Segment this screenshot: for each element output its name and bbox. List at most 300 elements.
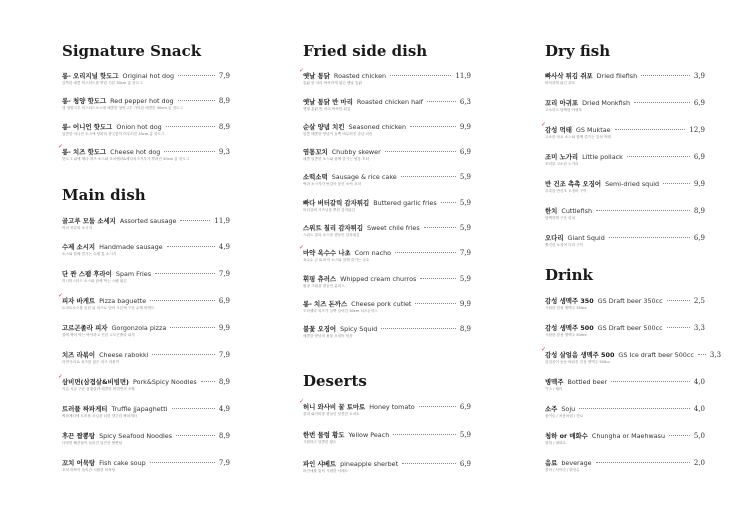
item-description: 통닭 한 마리 바삭하게 튀긴 옛날 통닭 [303,81,362,85]
item-price: 9,3 [218,148,230,156]
menu-item-row [545,206,705,215]
item-price: 9,9 [459,300,471,308]
item-name-ko: 소주 [545,405,558,413]
menu-item [62,242,230,257]
item-description: 짜파게티에 트러플 오일을 더한 향긋한 짜파게티 [62,414,138,418]
item-price: 5,9 [459,199,471,207]
item-name-ko: 롱- 치즈 핫도그 [62,148,107,156]
recommend-mark-icon: ✓ [299,67,305,74]
menu-item-row [545,377,705,386]
section-title-deserts: Deserts [303,372,367,390]
item-price: 4,0 [693,405,705,413]
item-price: 4,9 [218,405,230,413]
item-name-en: Cheese rabokki [99,351,149,359]
item-description: 여러 종류의 소시지 [62,226,93,230]
menu-item-row [303,71,471,80]
item-name-ko: 허니 와사비 꿀 토마토 [303,403,366,411]
menu-item-row [545,125,705,134]
menu-item-row [303,324,471,333]
menu-item [303,324,471,339]
item-name-ko: 마약 옥수수 나초 [303,249,351,257]
item-name-ko: 조미 노가리 [545,153,579,161]
item-name-ko: 고르곤졸라 피자 [62,324,108,332]
item-name-en: Truffle jjapaghetti [111,405,168,413]
leader-dots [155,273,215,274]
item-price: 8,9 [218,123,230,131]
item-name-ko: 감성 생맥주 500 [545,324,594,332]
item-name-ko: 꼬치 어묵탕 [62,459,96,467]
leader-dots [381,328,456,329]
item-name-en: Semi-dried squid [605,180,660,188]
menu-item [545,233,705,248]
item-description: 버터갈릭 시즈닝을 뿌린 감자튀김 [303,208,356,212]
item-price: 5,9 [459,431,471,439]
item-name-ko: 오다리 [545,234,564,242]
item-name-ko: 감성 먹태 [545,126,572,134]
item-price: 12,9 [689,126,705,134]
section-title-dry-fish: Dry fish [545,42,611,60]
item-name-ko: 스위트 칠리 감자튀김 [303,224,364,232]
item-name-en: Sweet chile fries [367,224,420,232]
item-name-ko: 감성 살얼음 생맥주 500 [545,351,615,359]
leader-dots [420,278,456,279]
menu-item-row [545,350,722,359]
recommend-mark-icon: ✓ [58,292,64,299]
item-name-ko: 꼬리 아귀포 [545,99,579,107]
menu-item [303,122,471,137]
item-name-en: Gorgonzola pizza [111,324,167,332]
menu-item [303,459,471,474]
menu-item [299,398,471,417]
item-description: 맵 청양고추 머스터드소스에 매콤한 청양고추 가미된 매콤한 30cm 롱 핫도그 [62,106,184,110]
item-name-en: pineapple sherbet [340,460,399,468]
menu-item [299,67,471,86]
leader-dots [393,434,456,435]
item-name-en: Spicy Seafood Noodles [99,432,173,440]
leader-dots [395,252,456,253]
item-price: 3,3 [693,324,705,332]
menu-item-row [62,242,230,251]
leader-dots [401,176,456,177]
leader-dots [441,202,456,203]
menu-item [62,431,230,446]
item-name-en: Buttered garlic fries [373,199,437,207]
recommend-mark-icon: ✓ [58,373,64,380]
leader-dots [166,126,215,127]
item-name-ko: 단 짠 스팸 후라이 [62,270,112,278]
leader-dots [615,129,686,130]
item-name-ko: 소떡소떡 [303,173,328,181]
leader-dots [201,381,215,382]
menu-item-row [545,152,705,161]
item-name-en: Original hot dog [122,72,175,80]
item-description: 핫도그 위에 체다 치즈 소스와 모차렐라&체다치즈가루가 뿌려진 30cm 롱 핫도그 [62,157,190,161]
leader-dots [390,75,451,76]
menu-item [545,152,705,167]
item-price: 4,0 [693,378,705,386]
item-description: 허니머스터드 소스와 함께 먹는 스팸 튀김 [62,279,127,283]
item-name-en: Bottled beer [567,378,608,386]
menu-item [545,206,705,221]
leader-dots [427,101,456,102]
menu-item-row [62,71,230,80]
item-name-en: Cheese pork cutlet [351,300,412,308]
item-name-en: Sausage & rice cake [331,173,397,181]
menu-item [303,147,471,162]
item-price: 5,0 [693,432,705,440]
item-description: 바삭하게 튀긴 쥐포 [545,81,576,85]
item-description: 시원한 감성 생맥주 500cc [545,333,588,337]
item-description: 옥수수 콘 & 마약 소스와 함께 즐기는 나초 [303,258,370,262]
item-name-ko: 파인 샤베트 [303,460,337,468]
leader-dots [410,126,456,127]
item-name-en: Onion hot dog [116,123,162,131]
item-name-ko: 빠다 버터갈릭 감자튀김 [303,199,370,207]
menu-item [62,71,230,86]
leader-dots [172,408,215,409]
item-description: 휘핑 크림을 곁들인 츄러스 [303,284,345,288]
item-name-ko: 빠사삭 튀김 쥐포 [545,72,593,80]
item-name-en: GS Draft beer 500cc [597,324,663,332]
item-description: 꿀에 찍어 먹는 바삭하고 진한 고르곤졸라 피자 [62,333,135,337]
menu-item [58,143,230,162]
menu-item [62,404,230,419]
item-name-en: Dried filefish [596,72,638,80]
leader-dots [415,303,455,304]
menu-item [62,216,230,231]
leader-dots [385,151,456,152]
menu-item [303,299,471,314]
item-name-en: GS Ice draft beer 500cc [618,351,694,359]
menu-item-row [303,274,471,283]
menu-item-row [303,198,471,207]
item-description: 꼬치 어묵이 들어간 시원한 어묵탕 [62,468,116,472]
menu-item-row [62,96,230,105]
item-price: 9,9 [693,180,705,188]
item-description: 달콤한 어니언 소스에 양파의 향긋함이 어우러진 30cm 롱 핫도그 [62,132,165,136]
item-price: 9,9 [218,324,230,332]
leader-dots [419,406,456,407]
item-name-ko: 옛날 통닭 반 마리 [303,98,353,106]
item-name-en: Honey tomato [369,403,415,411]
item-price: 7,9 [459,249,471,257]
item-name-ko: 치즈 라볶이 [62,351,96,359]
menu-item-row [303,459,471,468]
item-name-en: beverage [561,459,592,467]
item-name-en: Corn nacho [354,249,392,257]
item-description: 모차렐라 치즈가 듬뿍 들어간 30cm 치즈돈까스 [303,309,378,313]
item-price: 5,9 [459,224,471,232]
menu-item-row [62,147,230,156]
item-description: 고소하고 담백한 아귀포 [545,108,582,112]
item-description: 매콤 달콤한 소스와 함께 즐기는 염통 꼬치 [303,157,369,161]
item-name-en: Handmade sausage [99,243,163,251]
item-description: 시원한 감성 생맥주 350cc [545,306,588,310]
menu-item-row [303,147,471,156]
item-name-en: Soju [561,405,576,413]
item-description: 청하 / 매화수 [545,441,566,445]
leader-dots [611,381,690,382]
menu-item [545,98,705,113]
item-price: 6,9 [218,297,230,305]
item-name-ko: 롱- 치즈 돈까스 [303,300,348,308]
menu-item [303,198,471,213]
item-description: 라면사리 & 치즈를 얹은 치즈 라볶이 [62,360,120,364]
item-price: 11,9 [214,217,230,225]
menu-item [62,323,230,338]
item-name-ko: 휘핑 츄러스 [303,275,337,283]
item-name-en: Seasoned chicken [348,123,407,131]
item-description: 파인애플 맛의 시원한 샤베트 [303,469,349,473]
item-name-en: Yellow Peach [348,431,390,439]
item-name-en: Cuttlefish [561,207,592,215]
item-name-ko: 한치 [545,207,558,215]
item-name-ko: 트러플 짜파게티 [62,405,108,413]
menu-item-row [545,179,705,188]
item-name-ko: 청하 or 매화수 [545,432,588,440]
item-name-en: Fish cake soup [99,459,146,467]
leader-dots [669,435,690,436]
leader-dots [178,100,215,101]
item-name-ko: 음료 [545,459,558,467]
item-description: 쫄깃한 오징어 다리 구이 [545,243,584,247]
leader-dots [180,220,210,221]
item-price: 8,9 [218,378,230,386]
menu-item [545,323,705,338]
item-price: 6,9 [693,234,705,242]
item-description: 다양한 해산물이 들어간 얼큰한 짬뽕탕 [62,441,123,445]
item-price: 3,9 [693,72,705,80]
item-name-ko: 염통꼬치 [303,148,328,156]
item-name-ko: 옛날 통닭 [303,72,330,80]
item-description: 콜라 / 사이다 / 탄산수 [545,468,580,472]
item-name-en: Whipped cream churros [340,275,417,283]
item-name-en: GS Muktae [575,126,611,134]
leader-dots [402,463,456,464]
item-price: 6,9 [693,153,705,161]
leader-dots [152,354,214,355]
item-price: 4,9 [218,243,230,251]
menu-item-row [303,430,471,439]
item-price: 6,9 [459,148,471,156]
menu-item [541,121,705,140]
menu-item-row [62,216,230,225]
item-description: 스위트 칠리 소스를 곁들인 감자튀김 [303,233,360,237]
menu-item-row [545,431,705,440]
menu-item-row [545,458,705,467]
item-price: 6,9 [693,99,705,107]
item-price: 8,9 [459,325,471,333]
section-title-drink: Drink [545,266,593,284]
leader-dots [667,300,690,301]
item-description: 촉촉한 반건조 오징어 구이 [545,189,587,193]
menu-item-row [303,97,471,106]
menu-item [62,350,230,365]
leader-dots [178,75,215,76]
item-description: 토마토소스를 올린 위 치즈로 덮어 오븐에 구운 수제 바게트 [62,306,155,310]
menu-item-row [545,323,705,332]
item-description: 달콤 매콤한 양념이 듬뿍 버무려진 순살 치킨 [303,132,373,136]
item-name-en: Pizza baguette [99,297,147,305]
item-price: 5,9 [459,275,471,283]
item-description: 고소한 마요 소스와 함께 즐기는 감성 먹태 [545,135,611,139]
menu-item-row [545,71,705,80]
item-description: 매콤한 양념의 불꽃 오징어 볶음 [303,334,353,338]
menu-item-row [303,223,471,232]
menu-item [545,179,705,194]
item-description: 시원하고 달콤한 황도 [303,440,337,444]
menu-item [545,377,705,392]
menu-item [545,296,705,311]
item-description: 참이슬 / 처음처럼 / 진로 [545,414,584,418]
menu-item [58,373,230,392]
leader-dots [698,354,706,355]
item-price: 11,9 [455,72,471,80]
item-name-ko: 골고루 모둠 소세지 [62,217,116,225]
item-name-en: Cheese hot dog [110,148,161,156]
menu-item-row [303,402,471,411]
item-name-en: Red pepper hot dog [110,97,174,105]
item-price: 6,3 [459,98,471,106]
menu-item [545,458,705,473]
item-price: 7,9 [218,72,230,80]
leader-dots [164,151,215,152]
leader-dots [170,327,215,328]
item-name-ko: 순살 양념 치킨 [303,123,345,131]
item-description: 담백하게 구운 한치 [545,216,576,220]
recommend-mark-icon: ✓ [541,346,547,353]
item-name-ko: 한번 물렁 황도 [303,431,345,439]
item-name-en: Pork&Spicy Noodles [132,378,197,386]
leader-dots [634,102,690,103]
item-name-en: Chungha or Maehwasu [591,432,666,440]
menu-item [545,71,705,86]
item-description: 지글 지글 구운 삼겹살과 매콤한 비빔면의 조합 [62,387,135,391]
leader-dots [167,246,215,247]
section-title-signature-snack: Signature Snack [62,42,202,60]
item-name-ko: 반 건조 촉촉 오징어 [545,180,602,188]
item-name-en: Roasted chicken half [356,98,424,106]
leader-dots [150,462,215,463]
item-description: 조미된 고소한 노가리 [545,162,579,166]
menu-item-row [545,296,705,305]
item-name-ko: 피자 바게트 [62,297,96,305]
leader-dots [627,156,690,157]
item-name-en: Little pollack [582,153,623,161]
recommend-mark-icon: ✓ [58,143,64,150]
item-name-ko: 감성 생맥주 350 [545,297,594,305]
item-name-en: Spicy Squid [340,325,378,333]
item-description: 떡과 소시지가 번갈아 꽂힌 소떡 꼬치 [303,182,361,186]
menu-item-row [62,350,230,359]
menu-item [545,404,705,419]
item-price: 7,9 [218,351,230,359]
menu-item-row [62,323,230,332]
item-description: 길쭉한 매콤 머스터드를 뿌린 기본 30cm 롱 핫도그 [62,81,143,85]
menu-item-row [62,458,230,467]
menu-item [545,431,705,446]
menu-item-row [62,431,230,440]
leader-dots [424,227,456,228]
menu-item-row [303,248,471,257]
item-price: 7,9 [218,270,230,278]
item-price: 2,0 [693,459,705,467]
item-name-en: Roasted chicken [333,72,387,80]
item-name-ko: 롱- 청양 핫도그 [62,97,107,105]
item-name-ko: 불꽃 오징어 [303,325,337,333]
menu-item-row [62,377,230,386]
item-description: 꿀과 와사비를 곁들인 달콤한 토마토 [303,412,360,416]
leader-dots [596,462,690,463]
item-name-en: Giant Squid [567,234,605,242]
menu-item [62,269,230,284]
menu-item-row [303,172,471,181]
menu-item [303,223,471,238]
item-name-en: Spam Fries [115,270,152,278]
item-price: 3,3 [709,351,722,359]
item-price: 7,9 [218,459,230,467]
menu-item [541,346,722,365]
item-name-en: GS Draft beer 350cc [597,297,663,305]
menu-item [303,172,471,187]
menu-item [62,458,230,473]
menu-item-row [62,296,230,305]
item-price: 9,9 [459,123,471,131]
menu-item-row [545,233,705,242]
item-price: 2,5 [693,297,705,305]
item-price: 8,9 [218,97,230,105]
recommend-mark-icon: ✓ [299,244,305,251]
menu-item [62,96,230,111]
item-price: 5,9 [459,173,471,181]
item-price: 6,9 [459,460,471,468]
menu-item [303,430,471,445]
menu-item-row [545,98,705,107]
item-description: 살얼음이 동동 띄워진 감성 생맥주 500cc [545,360,611,364]
leader-dots [641,75,690,76]
menu-item-row [62,122,230,131]
menu-item-row [62,404,230,413]
item-name-ko: 롱- 오리지널 핫도그 [62,72,119,80]
item-name-en: Chubby skewer [331,148,381,156]
section-title-main-dish: Main dish [62,186,146,204]
leader-dots [667,327,690,328]
item-description: 카스 / 테라 [545,387,563,391]
menu-item-row [62,269,230,278]
leader-dots [596,210,690,211]
leader-dots [150,300,215,301]
leader-dots [663,183,690,184]
item-name-ko: 삼비면(삼겹살&비빔면) [62,378,129,386]
section-title-fried-side-dish: Fried side dish [303,42,428,60]
leader-dots [609,237,690,238]
recommend-mark-icon: ✓ [541,121,547,128]
item-price: 6,9 [459,403,471,411]
item-description: 옛날 통닭 반 마리 바삭한 튀김 [303,107,351,111]
menu-item-row [303,299,471,308]
leader-dots [579,408,690,409]
menu-item [303,274,471,289]
menu-item [62,122,230,137]
menu-item [58,292,230,311]
item-price: 8,9 [693,207,705,215]
item-name-ko: 롱- 어니언 핫도그 [62,123,113,131]
menu-item [303,97,471,112]
menu-item [299,244,471,263]
menu-item-row [545,404,705,413]
item-description: 소스와 함께 즐기는 수제 통 소시지 [62,252,117,256]
recommend-mark-icon: ✓ [299,398,305,405]
